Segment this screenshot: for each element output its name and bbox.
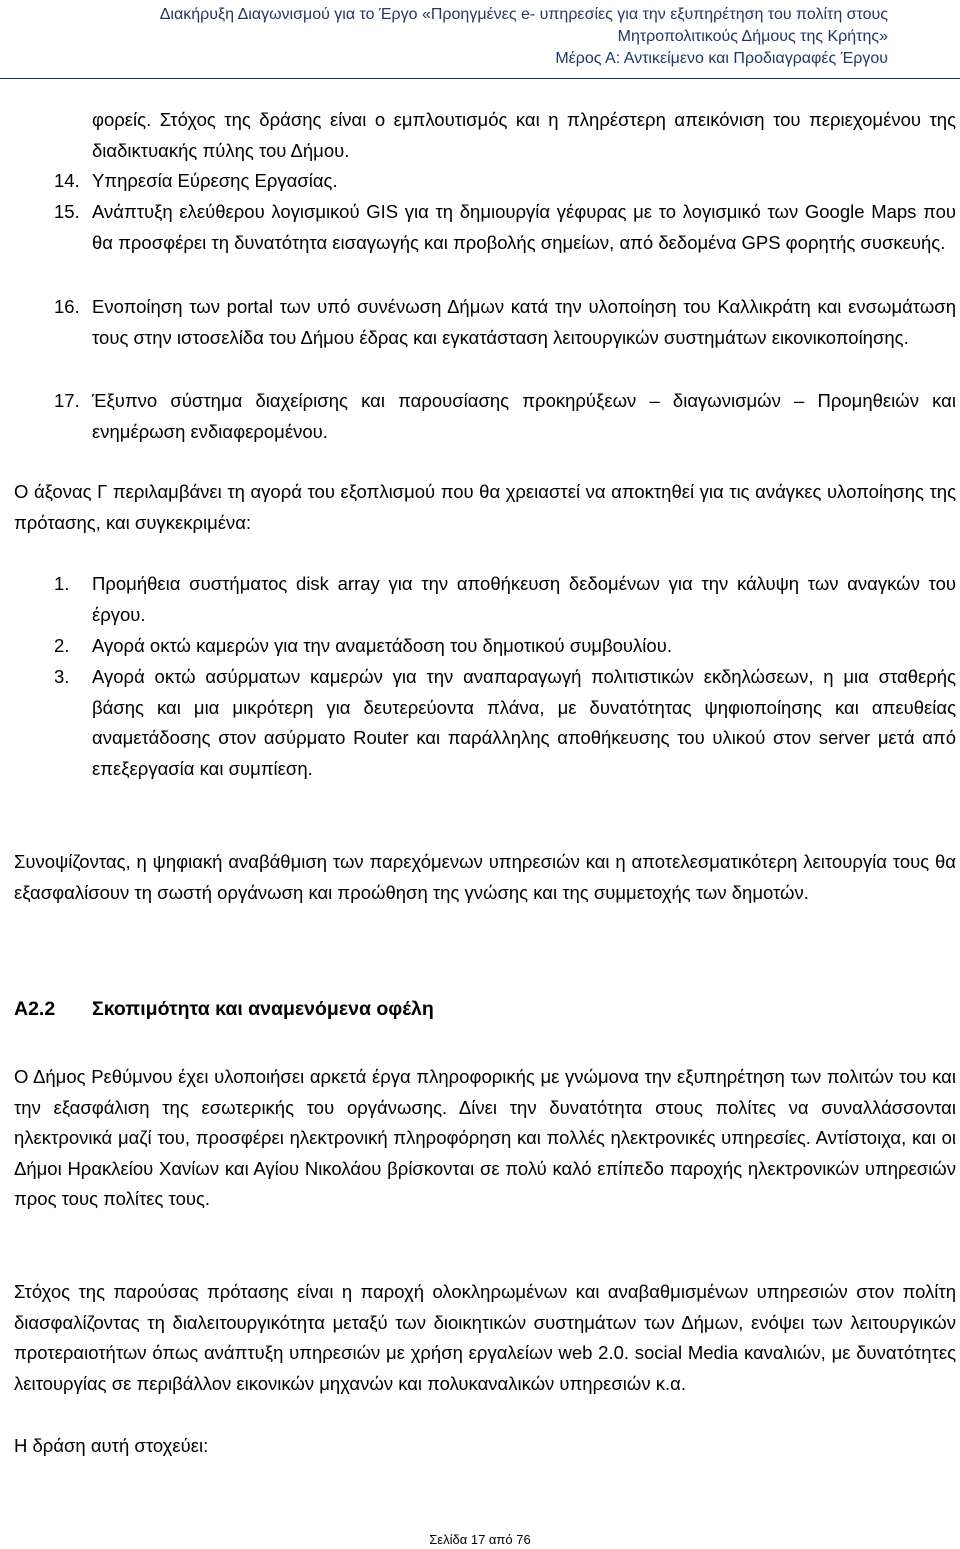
section-number: Α2.2 xyxy=(14,998,56,1020)
list-item-number: 16. xyxy=(54,296,80,317)
header-line-2: Μητροπολιτικούς Δήμους της Κρήτης» xyxy=(617,28,888,45)
list-item-number: 14. xyxy=(54,170,80,191)
list-item-number: 17. xyxy=(54,390,80,411)
list-item-number: 15. xyxy=(54,201,80,222)
list-item-text: Υπηρεσία Εύρεσης Εργασίας. xyxy=(92,170,338,191)
header-line-3: Μέρος Α: Αντικείμενο και Προδιαγραφές Έργου xyxy=(555,50,888,67)
axis-intro-paragraph: Ο άξονας Γ περιλαμβάνει τη αγορά του εξοπλισμού που θα χρειαστεί να αποκτηθεί για τις ανάγκες υλοποίησης της πρότασης, και συγκεκριμένα: xyxy=(14,481,956,533)
list-item-text: Ανάπτυξη ελεύθερου λογισμικού GIS για τη δημιουργία γέφυρας με το λογισμικό των Google Maps που θα προσφέρει τη δυνατότητα εισαγωγής και προβολής σημείων, από δεδομένα GPS φορητής συσκευής. xyxy=(92,201,956,253)
list-item-text: Έξυπνο σύστημα διαχείρισης και παρουσίασης προκηρύξεων – διαγωνισμών – Προμηθειών και ενημέρωση ενδιαφερομένου. xyxy=(92,390,956,442)
list-item-text: Αγορά οκτώ καμερών για την αναμετάδοση του δημοτικού συμβουλίου. xyxy=(92,635,672,656)
summary-paragraph: Συνοψίζοντας, η ψηφιακή αναβάθμιση των παρεχόμενων υπηρεσιών και η αποτελεσματικότερη λειτουργία τους θα εξασφαλίσουν τη σωστή οργάνωση και προώθηση της γνώσης και της συμμετοχής των δημοτών. xyxy=(14,851,956,903)
page-header xyxy=(48,4,888,70)
list-item-number: 1. xyxy=(54,573,70,594)
list-item-number: 2. xyxy=(54,635,70,656)
list-item-text: Ενοποίηση των portal των υπό συνένωση Δήμων κατά την υλοποίηση του Καλλικράτη και ενσωμάτωση τους στην ιστοσελίδα του Δήμου έδρας και εγκατάσταση λειτουργικών συστημάτων εικονικοποίησης. xyxy=(92,296,956,348)
body-paragraph: Στόχος της παρούσας πρότασης είναι η παροχή ολοκληρωμένων και αναβαθμισμένων υπηρεσιών στον πολίτη διασφαλίζοντας τη διαλειτουργικότητα μεταξύ των διοικητικών συστημάτων των Δήμων, ενόψει των λειτουργικών προτεραιοτήτων όπως ανάπτυξη υπηρεσιών με χρήση εργαλείων web 2.0. social Media καναλιών, με δυνατότητες λειτουργίας σε περιβάλλον εικονικών μηχανών και πολυκαναλικών υπηρεσιών κ.α. xyxy=(14,1281,956,1394)
page-number: Σελίδα 17 από 76 xyxy=(429,1532,531,1547)
list-item-text: Προμήθεια συστήματος disk array για την αποθήκευση δεδομένων για την κάλυψη των αναγκών του έργου. xyxy=(92,573,956,625)
continuation-paragraph: φορείς. Στόχος της δράσης είναι ο εμπλουτισμός και η πληρέστερη απεικόνιση του περιεχομένου της διαδικτυακής πύλης του Δήμου. xyxy=(92,109,956,161)
body-paragraph: Ο Δήμος Ρεθύμνου έχει υλοποιήσει αρκετά έργα πληροφορικής με γνώμονα την εξυπηρέτηση των πολιτών του και την εξασφάλιση της εσωτερικής του οργάνωσης. Δίνει την δυνατότητα στους πολίτες να συναλλάσσονται ηλεκτρονικά μαζί του, προσφέρει ηλεκτρονική πληροφόρηση και πολλές ηλεκτρονικές υπηρεσίες. Αντίστοιχα, και οι Δήμοι Ηρακλείου Χανίων και Αγίου Νικολάου βρίσκονται σε πολύ καλό επίπεδο παροχής ηλεκτρονικών υπηρεσιών προς τους πολίτες τους. xyxy=(14,1066,956,1209)
section-title: Σκοπιμότητα και αναμενόμενα οφέλη xyxy=(92,998,434,1020)
list-item-number: 3. xyxy=(54,666,70,687)
header-line-1: Διακήρυξη Διαγωνισμού για το Έργο «Προηγμένες e- υπηρεσίες για την εξυπηρέτηση του πολίτη στους xyxy=(159,6,888,23)
section-heading xyxy=(14,998,434,1021)
header-divider xyxy=(0,78,960,79)
body-paragraph: Η δράση αυτή στοχεύει: xyxy=(14,1435,209,1456)
list-item-text: Αγορά οκτώ ασύρματων καμερών για την αναπαραγωγή πολιτιστικών εκδηλώσεων, η μια σταθερής βάσης και μια μικρότερη για δευτερεύοντα πλάνα, με δυνατότητας ψηφιοποίησης και απευθείας αναμετάδοσης στον ασύρματο Router και παράλληλης αποθήκευσης του υλικού στον server μετά από επεξεργασία και συμπίεση. xyxy=(92,666,956,779)
